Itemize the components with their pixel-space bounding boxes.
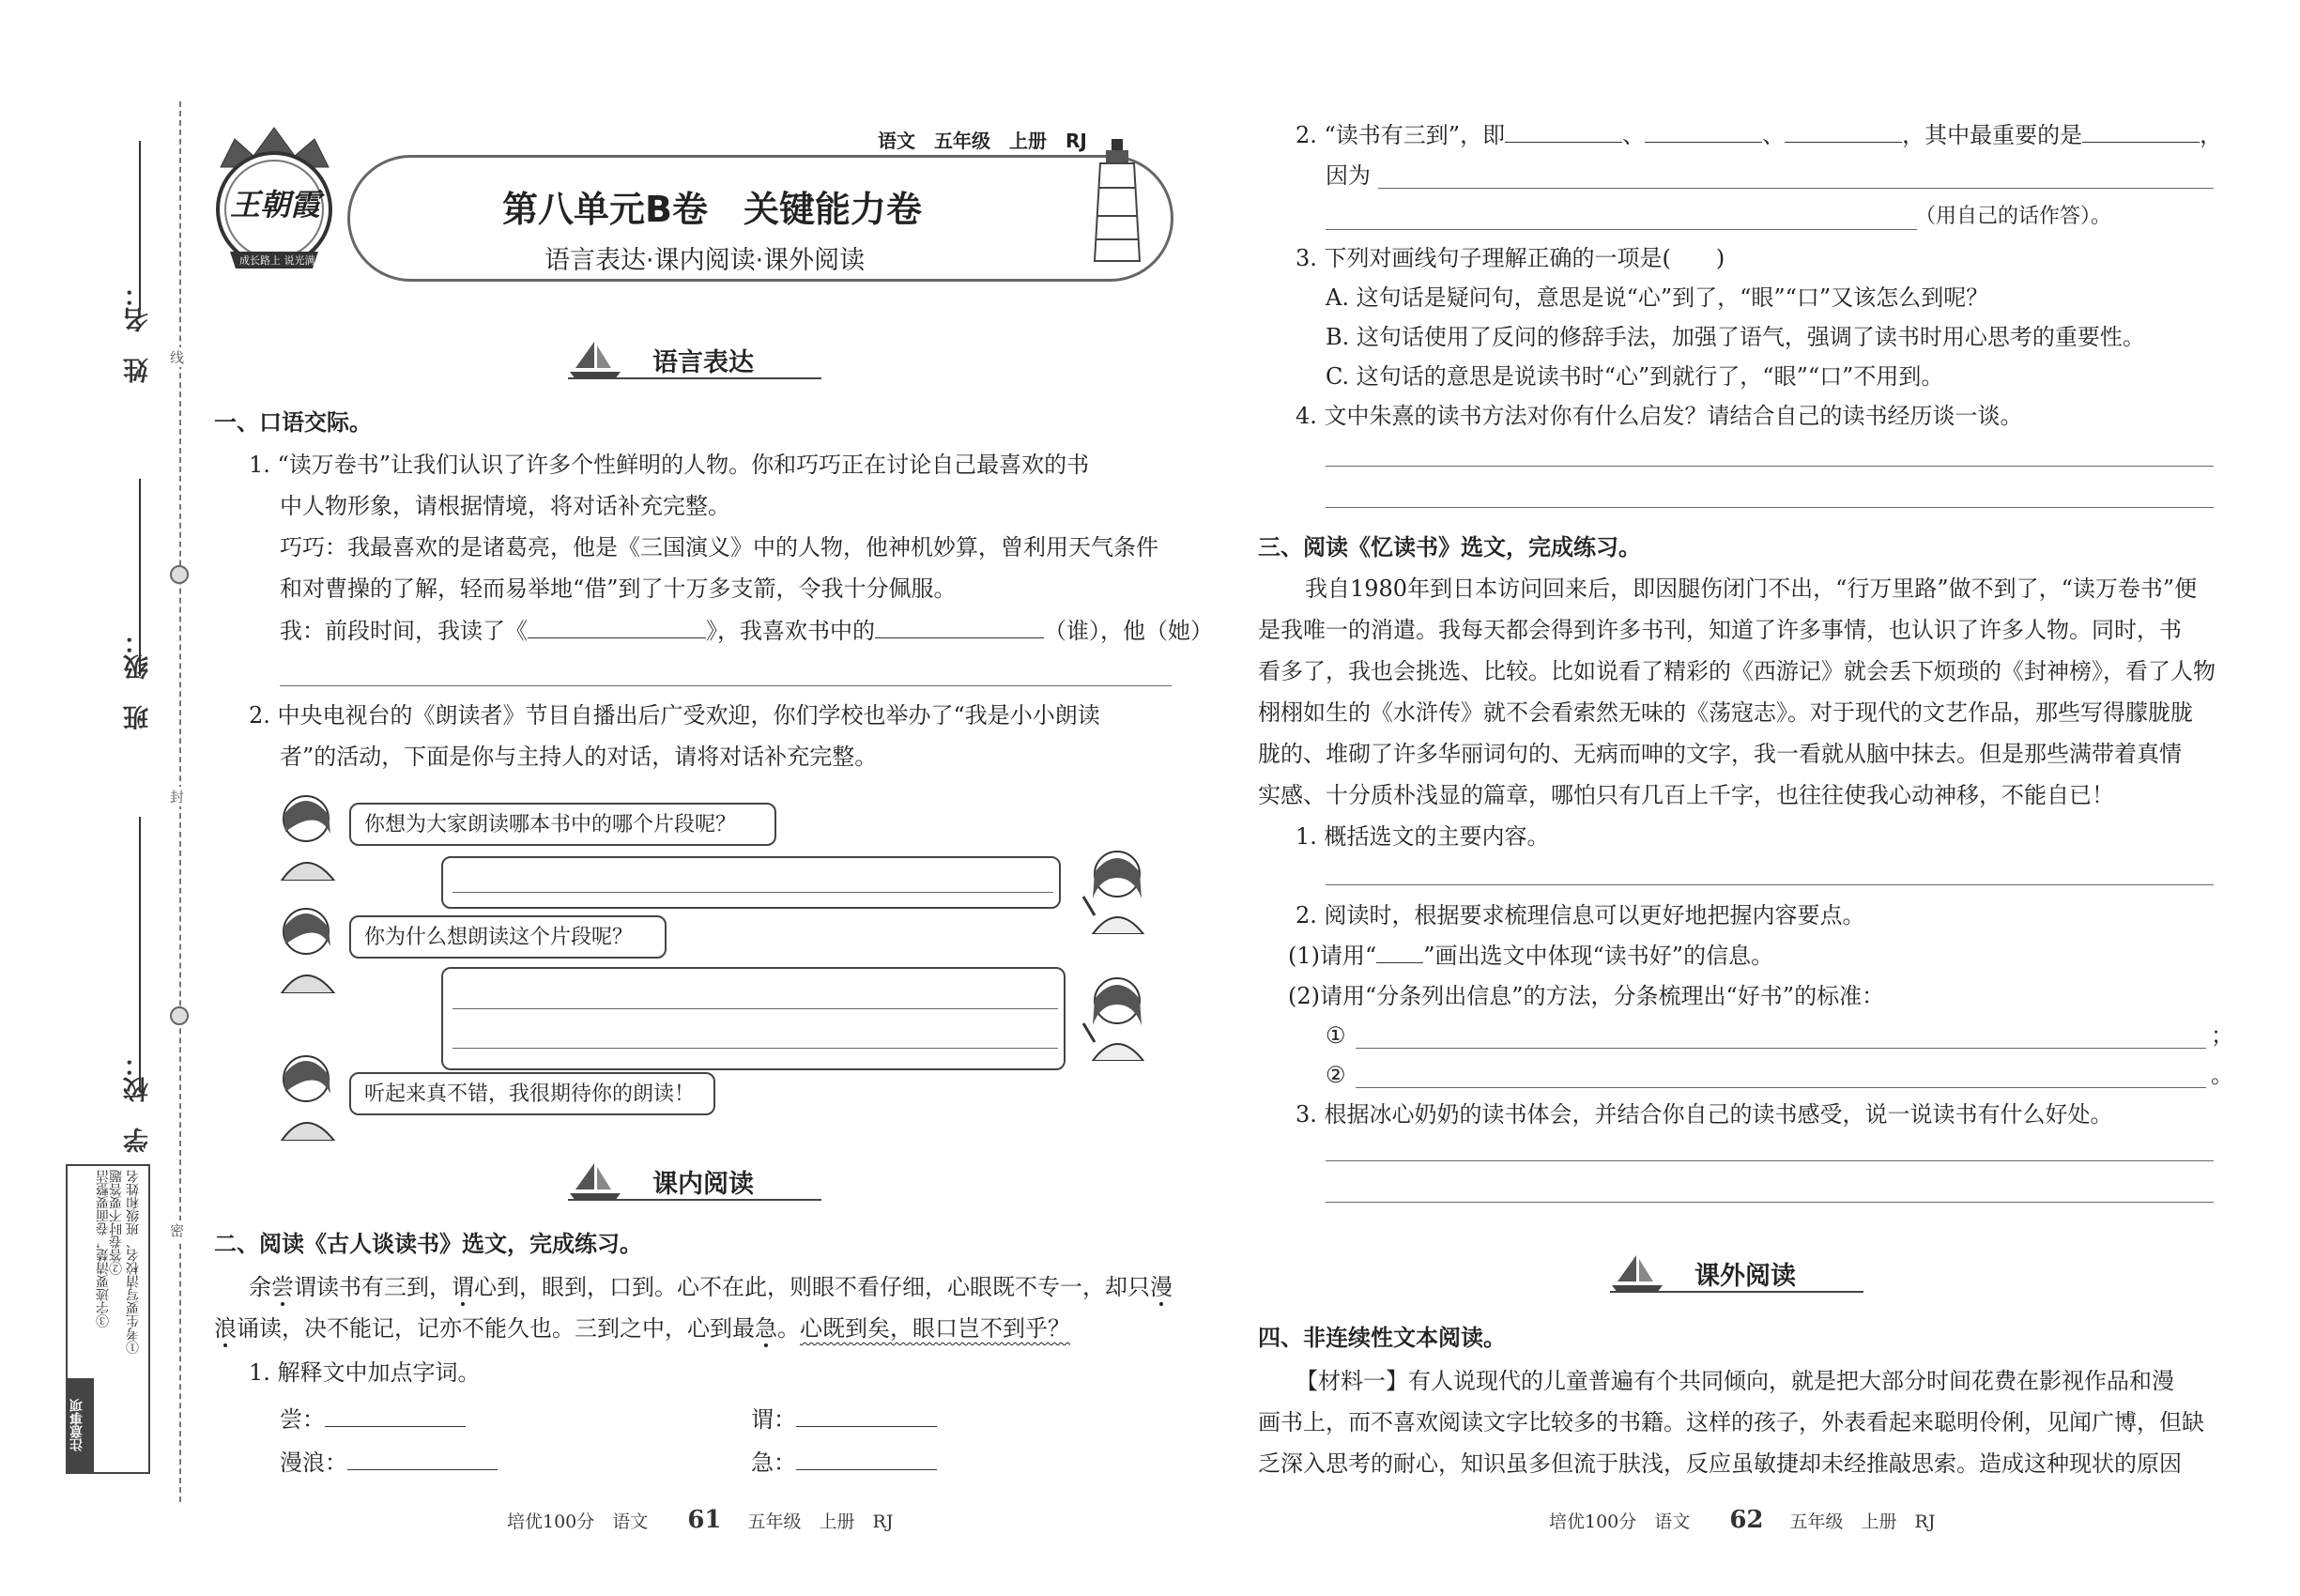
- student-avatar: [1080, 967, 1155, 1065]
- section-heading-kenei-label: 课内阅读: [652, 1170, 754, 1199]
- q1-answer-line[interactable]: [280, 685, 1172, 686]
- rq2-line1: [1296, 120, 2222, 149]
- word-label: 谓：: [751, 1406, 796, 1433]
- q1-me-a: 我：前段时间，我读了《: [280, 618, 528, 644]
- footer-right: [1549, 1506, 1935, 1534]
- host-bubble-2: [349, 915, 667, 959]
- heading-underline: [568, 377, 821, 379]
- answer-blank[interactable]: [1785, 120, 1902, 143]
- word-wei: [751, 1404, 937, 1434]
- name-label: 姓 名：: [124, 282, 153, 383]
- dotted-char: 漫: [1150, 1274, 1173, 1300]
- rq2-because: 因为: [1326, 162, 1371, 189]
- answer-blank[interactable]: [796, 1404, 937, 1427]
- footer-text: 五年级 上册 RJ: [1789, 1512, 1936, 1532]
- q1-explain: 1. 解释文中加点字词。: [249, 1359, 481, 1386]
- text-seg: 、: [1762, 122, 1786, 148]
- underlined-sentence: 心既到矣，眼口岂不到乎？: [800, 1315, 1070, 1342]
- school-line[interactable]: [139, 817, 141, 1089]
- p3-q2: 2. 阅读时，根据要求梳理信息可以更好地把握内容要点。: [1296, 902, 1865, 928]
- host-avatar: [272, 787, 343, 884]
- answer-line[interactable]: [1326, 507, 2214, 508]
- word-label: 漫浪：: [280, 1450, 347, 1476]
- p3-q2-2: (2)请用“分条列出信息”的方法，分条梳理出“好书”的标准：: [1288, 983, 1885, 1009]
- p3-q2-1: [1288, 941, 1773, 970]
- answer-blank[interactable]: [2082, 120, 2200, 143]
- dialog-2-text: 你为什么想朗读这个片段呢？: [364, 926, 634, 949]
- header-meta: 语文 五年级 上册 RJ: [878, 130, 1087, 152]
- rq4: 4. 文中朱熹的读书方法对你有什么启发？请结合自己的读书经历谈一谈。: [1296, 403, 2023, 429]
- text-seg: (1)请用“: [1288, 943, 1377, 969]
- notice-item-2: ②答卷时不要答题: [109, 1170, 124, 1275]
- host-avatar: [272, 1047, 343, 1144]
- section-heading-kewai: [1610, 1251, 1863, 1295]
- item-2-mark: ②: [1326, 1062, 1346, 1088]
- part2-title: 二、阅读《古人谈读书》选文，完成练习。: [214, 1230, 642, 1257]
- word-manlang: [280, 1448, 498, 1477]
- answer-line[interactable]: [452, 892, 1053, 893]
- student-avatar: [1080, 840, 1155, 938]
- book-title-blank[interactable]: [528, 616, 706, 638]
- answer-line[interactable]: [452, 1048, 1058, 1049]
- rq3-option-c[interactable]: C. 这句话的意思是说读书时“心”到就行了，“眼”“口”不用到。: [1326, 363, 1944, 390]
- answer-line[interactable]: [1326, 466, 2214, 467]
- rq3-option-a[interactable]: A. 这句话是疑问句，意思是说“心”到了，“眼”“口”又该怎么到呢？: [1326, 284, 1989, 311]
- dotted-char: 急: [755, 1315, 777, 1342]
- text-seg: 诵读，决不能记，记亦不能久也。三到之中，心到最: [237, 1315, 755, 1342]
- passage-line: 是我唯一的消遣。我每天都会得到许多书刊，知道了许多事情，也认识了许多人物。同时，书: [1258, 617, 2182, 643]
- answer-line[interactable]: [1356, 1087, 2206, 1088]
- cut-mark-feng: 封: [170, 789, 185, 806]
- dialog-1-text: 你想为大家朗读哪本书中的哪个片段呢？: [364, 813, 737, 836]
- answer-blank[interactable]: [1645, 120, 1762, 143]
- binding-strip: [0, 0, 188, 1596]
- footer-text: 培优100分 语文: [507, 1512, 649, 1532]
- notice-item-3: ③字迹要清楚，卷面要整洁: [96, 1170, 111, 1327]
- passage-line: 看多了，我也会挑选、比较。比如说看了精彩的《西游记》就会丢下烦琐的《封神榜》，看了人物: [1258, 658, 2216, 684]
- q1-me-c: （谁），他（她）: [1044, 618, 1213, 644]
- footer-left: [507, 1506, 893, 1534]
- footer-text: 培优100分 语文: [1549, 1512, 1691, 1532]
- dotted-char: 尝: [271, 1274, 294, 1300]
- item-2-end: 。: [2211, 1062, 2233, 1088]
- dialog-3-text: 听起来真不错，我很期待你的朗读！: [364, 1082, 696, 1106]
- notice-item-1: ①考生要写清校名、班级和姓名: [126, 1170, 141, 1354]
- material-line: 【材料一】有人说现代的儿童普遍有个共同倾向，就是把大部分时间花费在影视作品和漫: [1296, 1368, 2174, 1394]
- item-1-mark: ①: [1326, 1022, 1346, 1049]
- heading-underline: [568, 1199, 821, 1201]
- school-label: 学 校：: [124, 1051, 153, 1153]
- text-seg: ”画出选文中体现“读书好”的信息。: [1423, 943, 1774, 969]
- answer-blank[interactable]: [796, 1448, 937, 1470]
- brand-logo: [211, 120, 338, 270]
- material-line: 画书上，而不喜欢阅读文字比较多的书籍。这样的孩子，外表看起来聪明伶俐，见闻广博，但缺: [1258, 1409, 2204, 1435]
- ancient-text-line1: [249, 1273, 1173, 1301]
- word-chang: [280, 1404, 466, 1434]
- host-bubble-1: [349, 803, 776, 846]
- section-heading-kewai-label: 课外阅读: [1694, 1262, 1796, 1291]
- answer-blank[interactable]: [1505, 120, 1622, 143]
- text-seg: 谓读书有三到，: [294, 1274, 452, 1300]
- part4-title: 四、非连续性文本阅读。: [1258, 1324, 1506, 1351]
- cut-mark-mi: 密: [170, 1222, 185, 1239]
- footer-text: 五年级 上册 RJ: [747, 1512, 894, 1532]
- lighthouse-icon: [1080, 131, 1155, 267]
- text-seg: ，其中最重要的是: [1902, 122, 2083, 148]
- heading-underline: [1610, 1291, 1863, 1293]
- cut-circle: [170, 1006, 189, 1025]
- p3-q1: 1. 概括选文的主要内容。: [1296, 823, 1550, 850]
- answer-bubble-1[interactable]: [441, 856, 1061, 909]
- brand-logo-text: 王朝霞: [230, 187, 321, 223]
- host-avatar: [272, 899, 343, 997]
- text-seg: 心到，眼到，口到。心不在此，则眼不看仔细，心眼既不专一，却只: [474, 1274, 1150, 1300]
- word-ji: [751, 1448, 937, 1477]
- page-subtitle: 语言表达·课内阅读·课外阅读: [544, 246, 866, 275]
- answer-line[interactable]: [1326, 1202, 2214, 1203]
- q1-qiao-line1: 巧巧：我最喜欢的是诸葛亮，他是《三国演义》中的人物，他神机妙算，曾利用天气条件: [280, 534, 1158, 560]
- part3-title: 三、阅读《忆读书》选文，完成练习。: [1258, 533, 1641, 560]
- word-label: 尝：: [280, 1406, 325, 1433]
- rq3: 3. 下列对画线句子理解正确的一项是( ): [1296, 245, 1725, 271]
- q1-line2: 中人物形象，请根据情境，将对话补充完整。: [280, 493, 730, 519]
- rq3-option-b[interactable]: B. 这句话使用了反问的修辞手法，加强了语气，强调了读书时用心思考的重要性。: [1326, 324, 2145, 350]
- answer-line[interactable]: [1378, 188, 2214, 189]
- text-seg: ，: [2200, 122, 2223, 148]
- page-number: 62: [1729, 1506, 1764, 1534]
- answer-blank[interactable]: [347, 1448, 498, 1470]
- rq2-note: （用自己的话作答）。: [1915, 205, 2112, 228]
- dotted-char: 谓: [452, 1274, 474, 1300]
- passage-line: 实感、十分质朴浅显的篇章，哪怕只有几百上千字，也往往使我心动神移，不能自已！: [1258, 782, 2114, 808]
- section-heading-yuyan-label: 语言表达: [652, 348, 754, 377]
- q2-line1: 2. 中央电视台的《朗读者》节目自播出后广受欢迎，你们学校也举办了“我是小小朗读: [249, 702, 1100, 729]
- section-heading-yuyan: [568, 338, 821, 381]
- class-label: 班 级：: [124, 629, 153, 730]
- text-seg: 、: [1622, 122, 1646, 148]
- word-label: 急：: [751, 1450, 796, 1476]
- cut-circle: [170, 565, 189, 584]
- character-blank[interactable]: [875, 616, 1044, 638]
- answer-line[interactable]: [1326, 229, 1917, 230]
- answer-line[interactable]: [452, 1008, 1058, 1009]
- dotted-char: 浪: [214, 1315, 237, 1342]
- material-line: 乏深入思考的耐心，知识虽多但流于肤浅，反应虽敏捷却未经推敲思索。造成这种现状的原因: [1258, 1450, 2182, 1477]
- page-title: 第八单元B卷 关键能力卷: [502, 189, 922, 230]
- answer-line[interactable]: [1326, 1160, 2214, 1161]
- q1-qiao-line2: 和对曹操的了解，轻而易举地“借”到了十万多支箭，令我十分佩服。: [280, 575, 957, 602]
- passage-line: 栩栩如生的《水浒传》就不会看索然无味的《荡寇志》。对于现代的文艺作品，那些写得朦胧胧: [1258, 699, 2193, 726]
- part1-title: 一、口语交际。: [214, 408, 372, 436]
- q1-me-b: 》，我喜欢书中的: [706, 618, 875, 644]
- answer-bubble-2[interactable]: [441, 967, 1066, 1070]
- notice-title: 注意事项: [68, 1378, 94, 1472]
- page-number: 61: [687, 1506, 722, 1534]
- underline-sample: [1376, 941, 1423, 963]
- answer-line[interactable]: [1326, 884, 2214, 885]
- passage-line: 我自1980年到日本访问回来后，即因腿伤闭门不出，“行万里路”做不到了，“读万卷书”便: [1305, 575, 2198, 602]
- brand-slogan: 成长路上 说光满天: [239, 254, 326, 267]
- host-bubble-3: [349, 1072, 715, 1115]
- p3-q3: 3. 根据冰心奶奶的读书体会，并结合你自己的读书感受，说一说读书有什么好处。: [1296, 1101, 2113, 1128]
- notice-box: [66, 1164, 150, 1474]
- text-seg: 余: [249, 1274, 271, 1300]
- q2-line2: 者”的活动，下面是你与主持人的对话，请将对话补充完整。: [280, 744, 878, 770]
- text-seg: 2. “读书有三到”，即: [1296, 122, 1506, 148]
- cut-mark-xian: 线: [170, 349, 185, 366]
- text-seg: 。: [777, 1315, 800, 1342]
- q1-me-line: [280, 616, 1213, 645]
- item-1-end: ；: [2211, 1022, 2233, 1049]
- answer-blank[interactable]: [325, 1404, 466, 1427]
- q1-line1: 1. “读万卷书”让我们认识了许多个性鲜明的人物。你和巧巧正在讨论自己最喜欢的书: [249, 452, 1090, 478]
- answer-line[interactable]: [1356, 1048, 2206, 1049]
- section-heading-kenei: [568, 1159, 821, 1203]
- ancient-text-line2: [214, 1314, 1070, 1343]
- passage-line: 胧的、堆砌了许多华丽词句的、无病而呻的文字，我一看就从脑中抹去。但是那些满带着真情: [1258, 741, 2182, 767]
